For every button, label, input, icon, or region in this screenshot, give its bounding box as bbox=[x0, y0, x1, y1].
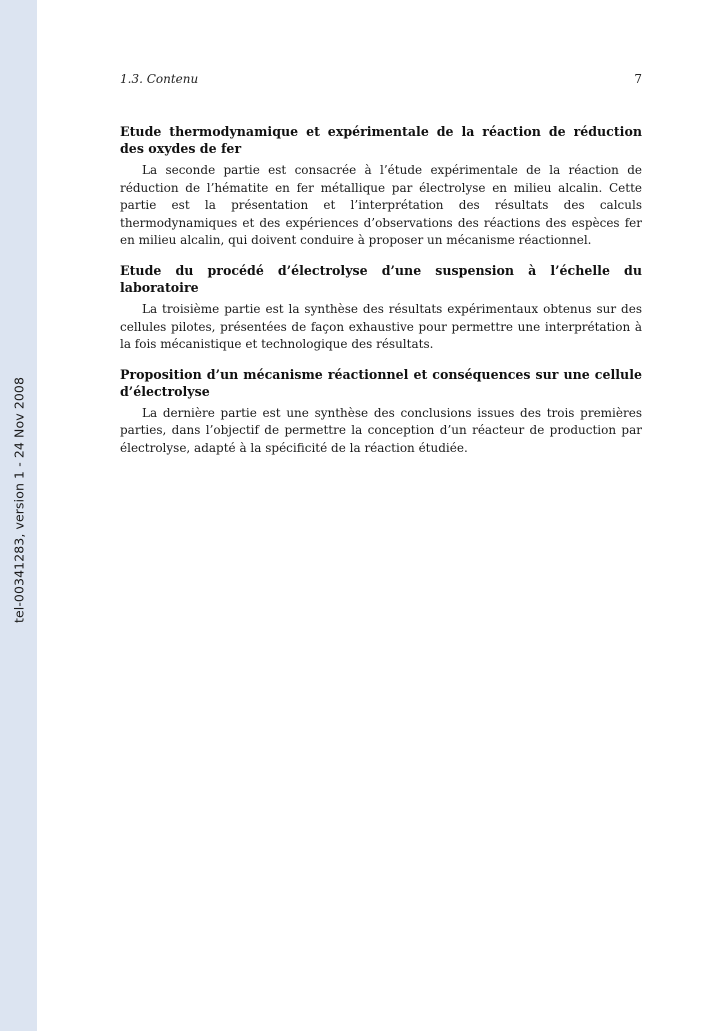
header-section-title: 1.3. Contenu bbox=[120, 72, 199, 86]
archive-sidebar bbox=[0, 0, 37, 1031]
section-paragraph: La dernière partie est une synthèse des conclusions issues des trois premières parties, dans l’objectif de permettre la conception d’un réacteur de production par électrolyse, adapté à la spécificité de la réaction étudiée. bbox=[120, 405, 642, 455]
section-electrolysis-process bbox=[120, 262, 642, 354]
section-heading: Etude du procédé d’électrolyse d’une suspension à l’échelle du laboratoire bbox=[120, 262, 642, 295]
running-header bbox=[120, 72, 642, 86]
section-heading: Proposition d’un mécanisme réactionnel et conséquences sur une cellule d’électrolyse bbox=[120, 366, 642, 399]
page-content bbox=[120, 123, 642, 470]
section-paragraph: La troisième partie est la synthèse des résultats expérimentaux obtenus sur des cellules pilotes, présentées de façon exhaustive pour permettre une interprétation à la fois mécanistique et technologique des résultats. bbox=[120, 301, 642, 352]
section-heading: Etude thermodynamique et expérimentale de la réaction de réduction des oxydes de fer bbox=[120, 124, 642, 156]
section-reaction-mechanism bbox=[120, 366, 642, 458]
archive-stamp: tel-00341283, version 1 - 24 Nov 2008 bbox=[11, 376, 27, 624]
section-paragraph: La seconde partie est consacrée à l’étude expérimentale de la réaction de réduction de l’hématite en fer métallique par électrolyse en milieu alcalin. Cette partie est la présentation et l’interprétation des résultats des calculs thermodynamiques et des expériences d’observations des réactions des espèces fer en milieu alcalin, qui doivent conduire à proposer un mécanisme réactionnel. bbox=[120, 163, 642, 248]
page-number: 7 bbox=[634, 72, 642, 86]
section-thermodynamic-study bbox=[120, 123, 642, 250]
